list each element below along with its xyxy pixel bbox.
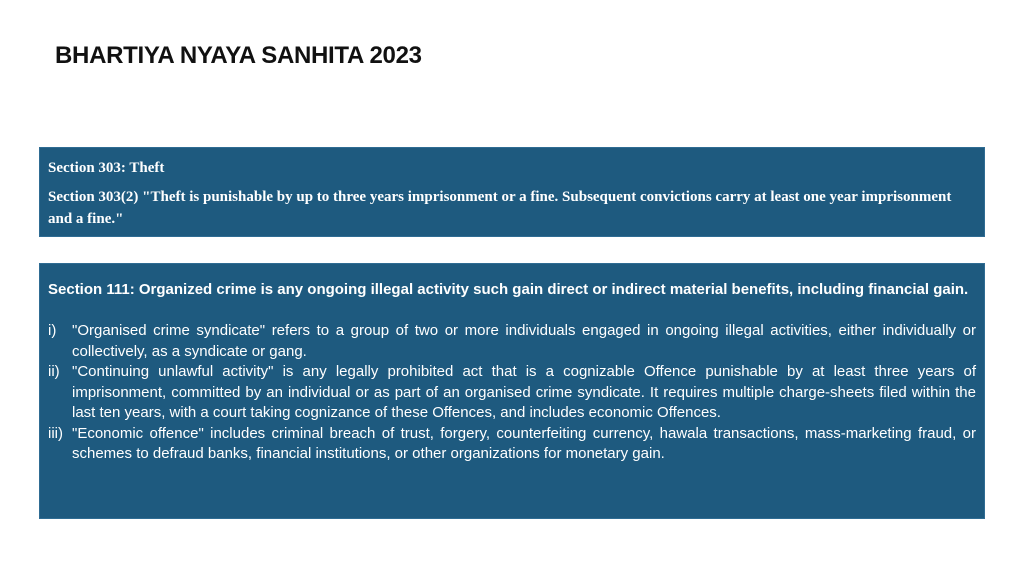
list-item-number: iii)	[48, 424, 63, 442]
list-item-text: "Continuing unlawful activity" is any legally prohibited act that is a cognizable Offence punishable by at least three years of imprisonment, committed by an individual or as part of an organised crime syndicate. It requires multiple charge-sheets filed within the last ten years, with a court taking cognizance of these Offences, and includes economic Offences.	[72, 363, 976, 421]
list-item-number: i)	[48, 322, 57, 339]
list-item	[48, 321, 976, 362]
section-303-box	[39, 147, 985, 237]
list-item	[48, 362, 976, 424]
section-111-list	[48, 321, 976, 465]
section-303-text: Section 303(2) "Theft is punishable by up to three years imprisonment or a fine. Subsequent convictions carry at least one year imprisonment and a fine."	[48, 189, 952, 227]
section-303-heading: Section 303: Theft	[48, 160, 165, 176]
section-111-box	[39, 263, 985, 519]
list-item-text: "Organised crime syndicate" refers to a group of two or more individuals engaged in ongoing illegal activities, either individually or collectively, as a syndicate or gang.	[72, 322, 976, 360]
page-title: BHARTIYA NYAYA SANHITA 2023	[55, 42, 422, 69]
list-item	[48, 424, 976, 465]
section-111-heading: Section 111: Organized crime is any ongoing illegal activity such gain direct or indirect material benefits, including financial gain.	[48, 281, 969, 298]
list-item-number: ii)	[48, 363, 60, 380]
list-item-text: "Economic offence" includes criminal breach of trust, forgery, counterfeiting currency, hawala transactions, mass-marketing fraud, or schemes to defraud banks, financial institutions, or other organizations for monetary gain.	[72, 424, 976, 462]
